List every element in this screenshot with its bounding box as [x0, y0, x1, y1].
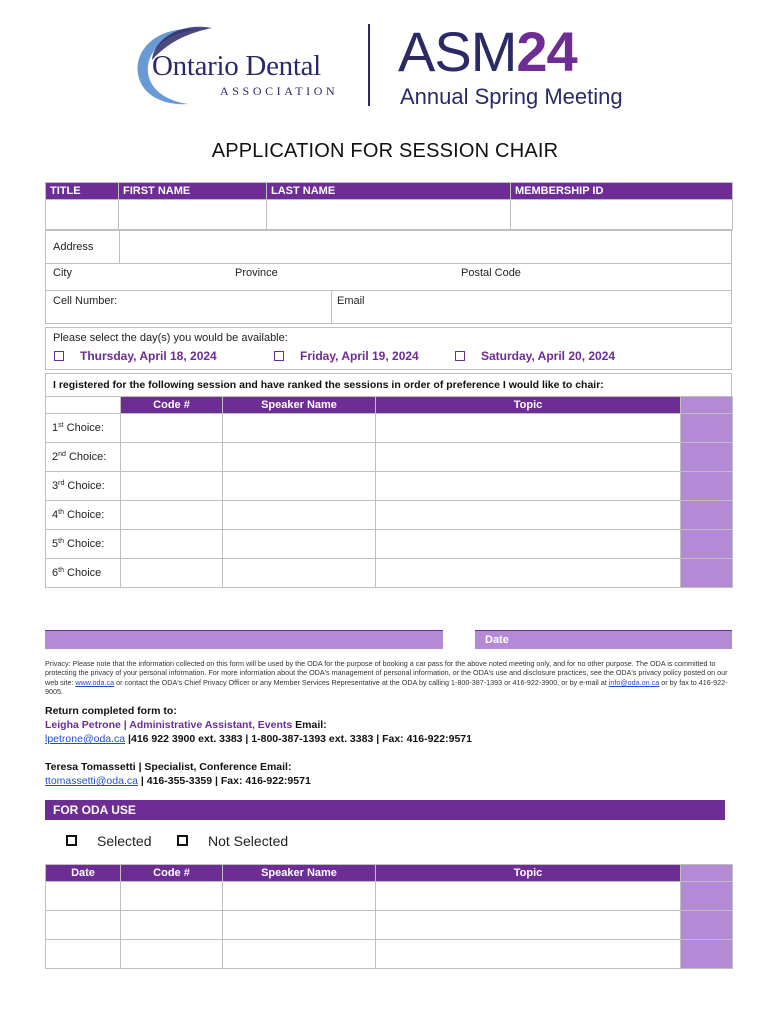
code-input[interactable]: [121, 530, 223, 559]
header-code: Code #: [121, 397, 223, 414]
sessions-table: [45, 396, 733, 588]
topic-input[interactable]: [376, 911, 681, 940]
not-selected-label: Not Selected: [208, 833, 289, 849]
topic-input[interactable]: [376, 443, 681, 472]
contact1-name: Leigha Petrone | Administrative Assistant, Events: [45, 719, 293, 731]
checkbox-icon[interactable]: [455, 351, 465, 361]
oda-logo: [132, 24, 342, 108]
topic-input[interactable]: [376, 559, 681, 588]
contact1-line: Leigha Petrone | Administrative Assistant, Events Email:: [45, 719, 327, 731]
table-row: [46, 940, 733, 969]
topic-input[interactable]: [376, 530, 681, 559]
code-input[interactable]: [121, 559, 223, 588]
city-row: [45, 263, 732, 291]
asm-year: 24: [516, 20, 577, 83]
contact1-email-link[interactable]: lpetrone@oda.ca: [45, 733, 126, 745]
choice-label: 6th Choice: [46, 559, 121, 588]
choice-label: 5th Choice:: [46, 530, 121, 559]
topic-input[interactable]: [376, 940, 681, 969]
table-row: [46, 414, 733, 443]
first-name-input[interactable]: [119, 200, 267, 230]
speaker-input[interactable]: [223, 940, 376, 969]
day-friday[interactable]: [274, 349, 419, 363]
return-heading: Return completed form to:: [45, 705, 177, 717]
email-input[interactable]: [332, 291, 731, 323]
choice-label: 2nd Choice:: [46, 443, 121, 472]
day-friday-label: Friday, April 19, 2024: [300, 349, 419, 363]
member-table: [45, 182, 733, 230]
header-code: Code #: [121, 865, 223, 882]
choice-label: 3rd Choice:: [46, 472, 121, 501]
address-row: [45, 230, 732, 264]
header-date: Date: [46, 865, 121, 882]
code-input[interactable]: [121, 414, 223, 443]
day-thursday-label: Thursday, April 18, 2024: [80, 349, 217, 363]
header-lilac: [681, 397, 733, 414]
speaker-input[interactable]: [223, 911, 376, 940]
code-input[interactable]: [121, 501, 223, 530]
speaker-input[interactable]: [223, 882, 376, 911]
date-input[interactable]: [46, 940, 121, 969]
asm-subtitle: Annual Spring Meeting: [400, 84, 623, 109]
table-row: [46, 472, 733, 501]
speaker-input[interactable]: [223, 414, 376, 443]
asm-prefix: ASM: [398, 20, 517, 83]
privacy-notice: Privacy: Please note that the information collected on this form will be used by the ODA for the purpose of booking a car pass for the above noted meeting only, and for no other purpose. The ODA is committed to protecting the privacy of your personal information. For more information about the ODA's management of personal information, or the ODA's use and disclosure practices, see the ODA's privacy policy posted on our web site: www.oda.ca or contact the ODA's Chief Privacy Officer or any Member Services Representative at the ODA by calling 1-800-387-1393 or 416-922-3900, or by e-mail at info@oda.on.ca or by fax to 416-922-9005.: [45, 659, 728, 697]
checkbox-icon[interactable]: [274, 351, 284, 361]
day-thursday[interactable]: [54, 349, 217, 363]
code-input[interactable]: [121, 940, 223, 969]
oda-name: Ontario Dental: [152, 50, 321, 82]
asm-logo: [398, 22, 577, 82]
membership-id-input[interactable]: [511, 200, 733, 230]
code-input[interactable]: [121, 443, 223, 472]
not-selected-option[interactable]: [177, 833, 288, 849]
speaker-input[interactable]: [223, 530, 376, 559]
header-first-name: FIRST NAME: [119, 183, 267, 200]
city-label: City: [53, 267, 72, 279]
date-field[interactable]: [475, 630, 732, 649]
code-input[interactable]: [121, 472, 223, 501]
header-speaker: Speaker Name: [223, 397, 376, 414]
postal-code-label: Postal Code: [461, 267, 521, 279]
code-input[interactable]: [121, 911, 223, 940]
code-input[interactable]: [121, 882, 223, 911]
header-topic: Topic: [376, 865, 681, 882]
table-row: [46, 559, 733, 588]
sessions-prompt: I registered for the following session and have ranked the sessions in order of preference I would like to chair:: [53, 379, 604, 391]
contact1-details: lpetrone@oda.ca |416 922 3900 ext. 3383 | 1-800-387-1393 ext. 3383 | Fax: 416-922:9571: [45, 733, 472, 745]
oda-association: ASSOCIATION: [220, 84, 339, 98]
choice-label: 4th Choice:: [46, 501, 121, 530]
header-blank: [46, 397, 121, 414]
speaker-input[interactable]: [223, 472, 376, 501]
oda-info-email-link[interactable]: info@oda.on.ca: [608, 677, 660, 687]
title-input[interactable]: [46, 200, 119, 230]
cell-input[interactable]: [46, 291, 330, 323]
table-row: [46, 882, 733, 911]
date-label: Date: [485, 634, 509, 646]
sessions-prompt-box: [45, 373, 732, 397]
date-input[interactable]: [46, 882, 121, 911]
header-speaker: Speaker Name: [223, 865, 376, 882]
date-input[interactable]: [46, 911, 121, 940]
header-topic: Topic: [376, 397, 681, 414]
checkbox-icon[interactable]: [66, 835, 77, 846]
day-saturday-label: Saturday, April 20, 2024: [481, 349, 616, 363]
speaker-input[interactable]: [223, 443, 376, 472]
topic-input[interactable]: [376, 472, 681, 501]
cell-email-row: [45, 290, 732, 324]
address-label: Address: [53, 241, 94, 253]
topic-input[interactable]: [376, 501, 681, 530]
selected-label: Selected: [97, 833, 152, 849]
header-membership-id: MEMBERSHIP ID: [511, 183, 733, 200]
topic-input[interactable]: [376, 882, 681, 911]
address-input[interactable]: [120, 231, 731, 263]
table-row: [46, 501, 733, 530]
table-row: [46, 530, 733, 559]
checkbox-icon[interactable]: [54, 351, 64, 361]
header-title: TITLE: [46, 183, 119, 200]
logo-divider: [368, 24, 370, 106]
header-last-name: LAST NAME: [267, 183, 511, 200]
table-row: [46, 911, 733, 940]
checkbox-icon[interactable]: [177, 835, 188, 846]
contact2-details: ttomassetti@oda.ca | 416-355-3359 | Fax: 416-922:9571: [45, 775, 311, 787]
choice-label: 1st Choice:: [46, 414, 121, 443]
speaker-input[interactable]: [223, 501, 376, 530]
topic-input[interactable]: [376, 414, 681, 443]
day-saturday[interactable]: [455, 349, 615, 363]
last-name-input[interactable]: [267, 200, 511, 230]
table-row: [46, 443, 733, 472]
province-label: Province: [235, 267, 278, 279]
form-title: APPLICATION FOR SESSION CHAIR: [211, 140, 559, 162]
speaker-input[interactable]: [223, 559, 376, 588]
cell-label: Cell Number:: [53, 295, 118, 307]
oda-use-heading: FOR ODA USE: [45, 800, 725, 820]
city-province-postal-input[interactable]: [46, 264, 731, 290]
email-label: Email: [337, 295, 365, 307]
oda-website-link[interactable]: www.oda.ca: [75, 677, 115, 687]
oda-use-table: [45, 864, 733, 969]
selected-option[interactable]: [66, 833, 151, 849]
availability-prompt: Please select the day(s) you would be available:: [53, 332, 288, 344]
contact2-name: Teresa Tomassetti | Specialist, Conference Email:: [45, 761, 292, 773]
contact2-email-link[interactable]: ttomassetti@oda.ca: [45, 775, 138, 787]
signature-field[interactable]: [45, 630, 443, 649]
